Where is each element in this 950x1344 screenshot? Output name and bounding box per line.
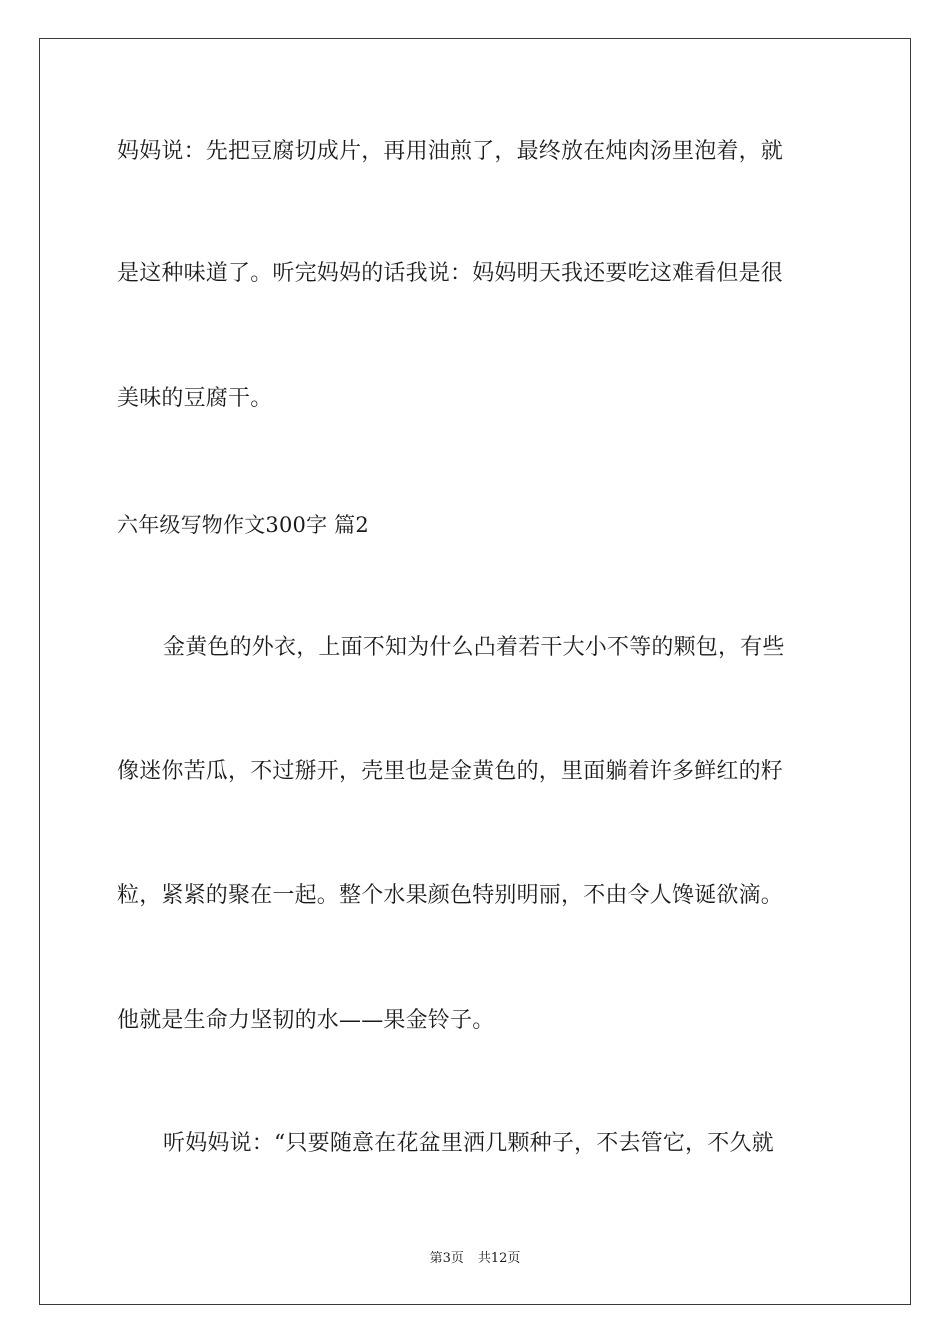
page-footer: [0, 1247, 950, 1266]
body-text-line: 妈妈说：先把豆腐切成片，再用油煎了，最终放在炖肉汤里泡着，就: [117, 139, 784, 164]
body-text-line: 粒，紧紧的聚在一起。整个水果颜色特别明丽，不由令人馋诞欲滴。: [117, 883, 784, 908]
body-text-line: 美味的豆腐干。: [117, 386, 273, 411]
body-text-line: 他就是生命力坚韧的水——果金铃子。: [117, 1008, 495, 1033]
body-text-line: 像迷你苦瓜，不过掰开，壳里也是金黄色的，里面躺着许多鲜红的籽: [117, 759, 784, 784]
section-heading: 六年级写物作文300字 篇2: [117, 513, 369, 537]
body-text-line: 金黄色的外衣，上面不知为什么凸着若干大小不等的颗包，有些: [163, 635, 785, 660]
page-border: [39, 38, 911, 1305]
body-text-line: 听妈妈说：“只要随意在花盆里洒几颗种子，不去管它，不久就: [163, 1131, 774, 1156]
body-text-line: 是这种味道了。听完妈妈的话我说：妈妈明天我还要吃这难看但是很: [117, 261, 784, 286]
page-number: 第3页: [429, 1251, 464, 1266]
page-total: 共12页: [477, 1251, 521, 1266]
